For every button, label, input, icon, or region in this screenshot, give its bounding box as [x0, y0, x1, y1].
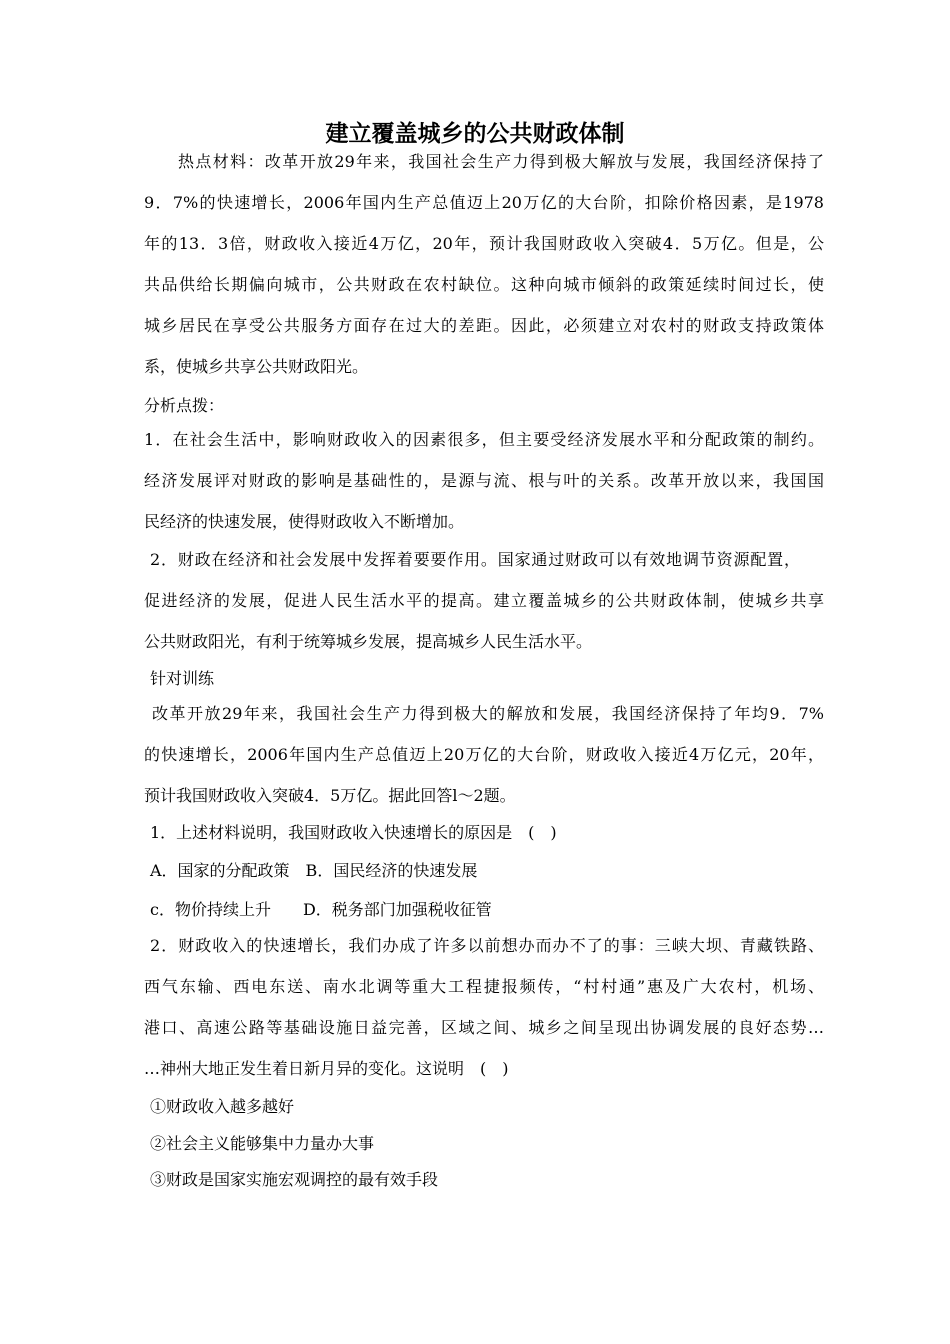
text-line: 年的13．3倍，财政收入接近4万亿，20年，预计我国财政收入突破4．5万亿。但是，公 [144, 234, 824, 253]
text-line: 西气东输、西电东送、南水北调等重大工程捷报频传，“村村通”惠及广大农村，机场、 [144, 977, 824, 996]
text-line: 9．7%的快速增长，2006年国内生产总值迈上20万亿的大台阶，扣除价格因素，是1978 [144, 193, 824, 212]
text-line: 促进经济的发展，促进人民生活水平的提高。建立覆盖城乡的公共财政体制，使城乡共享 [144, 591, 824, 610]
text-line: 经济发展评对财政的影响是基础性的，是源与流、根与叶的关系。改革开放以来，我国国 [144, 471, 824, 490]
text-line: 1．在社会生活中，影响财政收入的因素很多，但主要受经济发展水平和分配政策的制约。 [144, 430, 824, 449]
answer-option-line: A．国家的分配政策 B．国民经济的快速发展 [150, 861, 478, 880]
text-line: 城乡居民在享受公共服务方面存在过大的差距。因此，必须建立对农村的财政支持政策体 [144, 316, 824, 335]
answer-option-line: c．物价持续上升 D．税务部门加强税收征管 [150, 900, 492, 919]
text-line: 改革开放29年来，我国社会生产力得到极大的解放和发展，我国经济保持了年均9．7% [152, 704, 824, 723]
statement-option: ②社会主义能够集中力量办大事 [150, 1134, 375, 1153]
text-line: 港口、高速公路等基础设施日益完善，区域之间、城乡之间呈现出协调发展的良好态势… [144, 1018, 824, 1037]
text-line: …神州大地正发生着日新月异的变化。这说明 ( ) [144, 1059, 509, 1078]
text-line: 热点材料：改革开放29年来，我国社会生产力得到极大解放与发展，我国经济保持了 [178, 152, 824, 171]
section-heading: 针对训练 [150, 669, 215, 688]
text-line: 的快速增长，2006年国内生产总值迈上20万亿的大台阶，财政收入接近4万亿元，20年， [144, 745, 824, 764]
statement-option: ③财政是国家实施宏观调控的最有效手段 [150, 1170, 439, 1189]
document-title: 建立覆盖城乡的公共财政体制 [325, 121, 625, 147]
statement-option: ①财政收入越多越好 [150, 1097, 295, 1116]
text-line: 预计我国财政收入突破4．5万亿。据此回答l～2题。 [144, 786, 516, 805]
section-heading: 分析点拨： [144, 396, 225, 415]
text-line: 民经济的快速发展，使得财政收入不断增加。 [144, 512, 465, 531]
text-line: 2．财政在经济和社会发展中发挥着要要作用。国家通过财政可以有效地调节资源配置， [150, 550, 800, 569]
question-line: 1．上述材料说明，我国财政收入快速增长的原因是 ( ) [150, 823, 557, 842]
text-line: 系，使城乡共享公共财政阳光。 [144, 357, 369, 376]
text-line: 共品供给长期偏向城市，公共财政在农村缺位。这种向城市倾斜的政策延续时间过长，使 [144, 275, 824, 294]
text-line: 公共财政阳光，有利于统筹城乡发展，提高城乡人民生活水平。 [144, 632, 593, 651]
question-line: 2．财政收入的快速增长，我们办成了许多以前想办而办不了的事：三峡大坝、青藏铁路、 [150, 936, 824, 955]
